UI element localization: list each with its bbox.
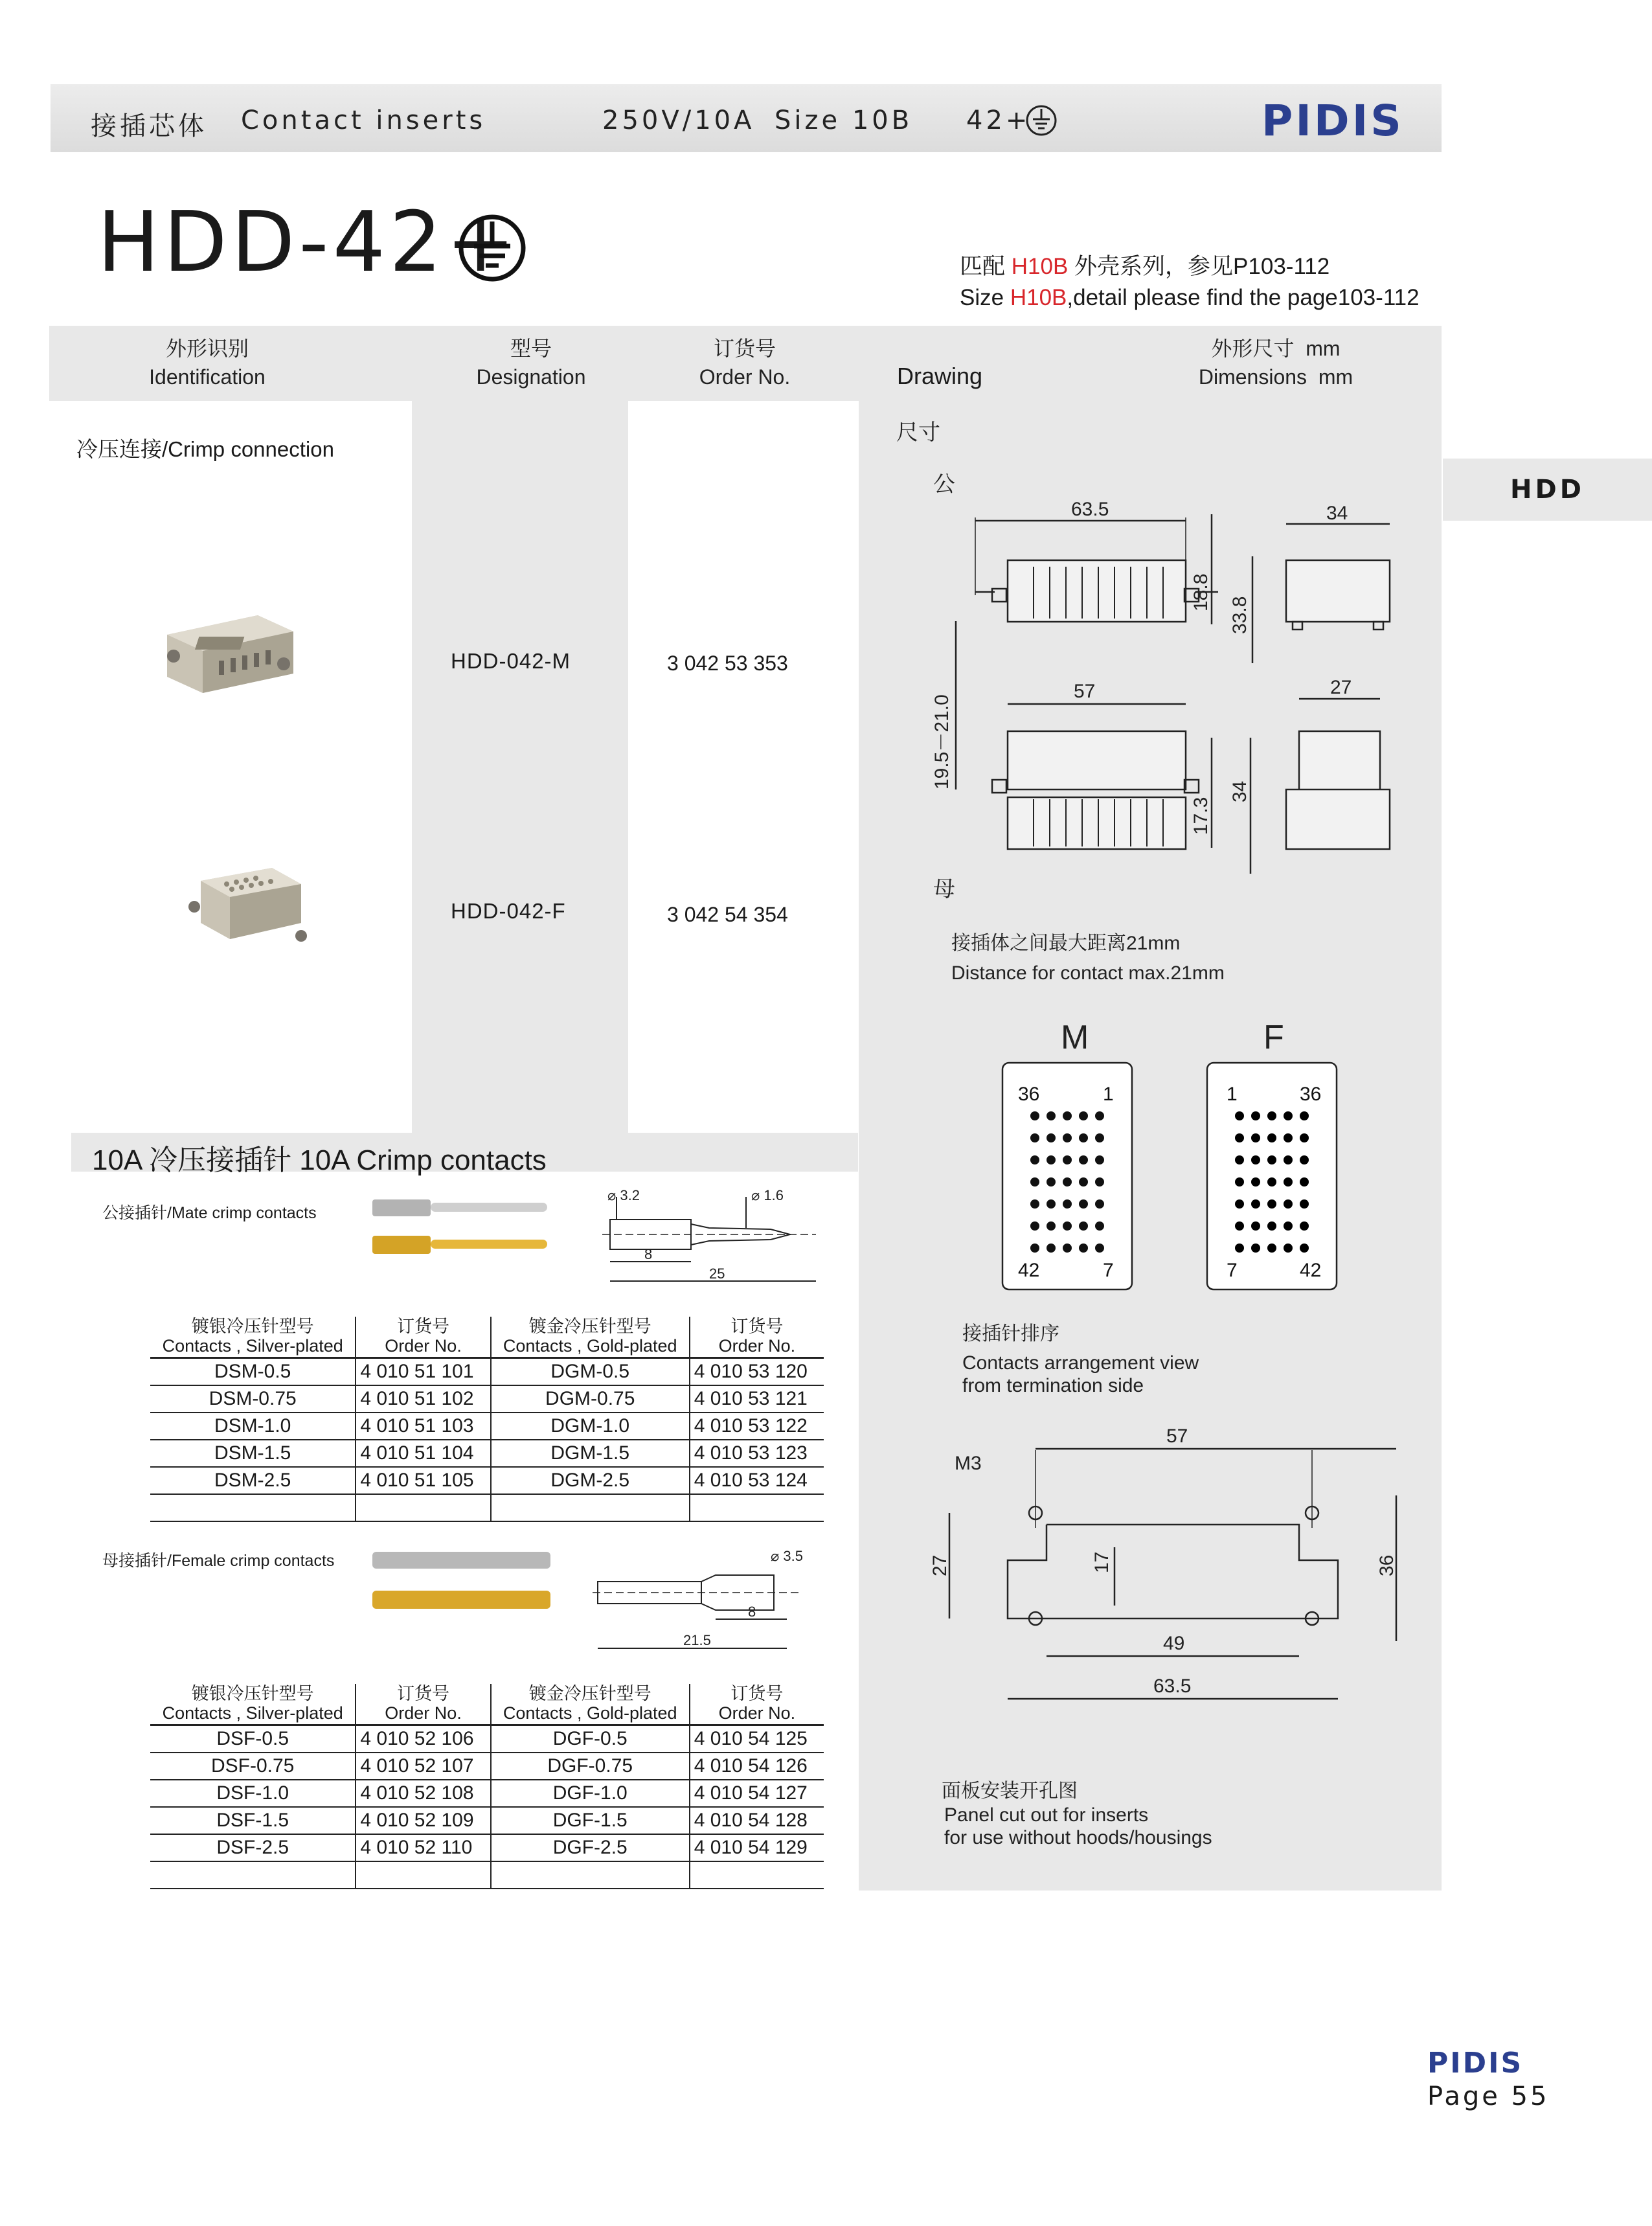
arrangement-en-1: Contacts arrangement view [962, 1352, 1199, 1374]
header-rating: 250V/10A [602, 106, 755, 135]
male-contact-images [369, 1190, 557, 1268]
table-row: DSF-1.0 4 010 52 108 DGF-1.0 4 010 54 127 [150, 1780, 824, 1807]
col-dimensions: 外形尺寸 mm Dimensions mm [1198, 337, 1353, 389]
order-female: 3 042 54 354 [667, 903, 788, 926]
male-th-gold: 镀金冷压针型号 Contacts , Gold-plated [491, 1317, 690, 1358]
col-identification: 外形识别 Identification [149, 337, 266, 389]
male-dim-8: 8 [644, 1246, 653, 1262]
match-note-cn: 匹配 H10B 外壳系列，参见P103-112 [960, 254, 1330, 279]
dim-34b: 34 [1229, 780, 1250, 802]
dim-18-8: 18.8 [1190, 573, 1212, 611]
female-insert-image [181, 861, 311, 949]
panel-dim-17: 17 [1091, 1551, 1113, 1573]
male-insert-image [154, 606, 303, 696]
dim-27: 27 [1330, 677, 1352, 698]
female-body-lower [1008, 797, 1186, 849]
male-crimp-label: 公接插针/Mate crimp contacts [102, 1204, 317, 1222]
male-th-silver: 镀银冷压针型号 Contacts , Silver-plated [150, 1317, 356, 1358]
header-pins: 42+ [966, 106, 1031, 135]
technical-drawing [859, 401, 1442, 1891]
f-num-7: 7 [1227, 1260, 1238, 1281]
header-category-cn: 接插芯体 [91, 111, 207, 141]
table-row: DSM-1.0 4 010 51 103 DGM-1.0 4 010 53 122 [150, 1413, 824, 1440]
female-th-silver: 镀银冷压针型号 Contacts , Silver-plated [150, 1684, 356, 1725]
header-category-en: Contact inserts [241, 106, 486, 135]
female-th-gold: 镀金冷压针型号 Contacts , Gold-plated [491, 1684, 690, 1725]
side-tab-label: HDD [1510, 475, 1585, 505]
male-contacts-table [150, 1317, 824, 1522]
male-dim-25: 25 [709, 1266, 725, 1282]
table-row: DSM-1.5 4 010 51 104 DGM-1.5 4 010 53 123 [150, 1440, 824, 1467]
match-note-en: Size H10B,detail please find the page103-112 [960, 285, 1420, 310]
designation-male: HDD-042-M [451, 649, 571, 673]
earth-icon [1024, 104, 1058, 137]
female-label: 母 [933, 877, 955, 902]
m-num-42: 42 [1018, 1260, 1040, 1281]
crimp-connection-label: 冷压连接/Crimp connection [76, 437, 334, 461]
distance-cn: 接插体之间最大距离21mm [951, 933, 1181, 954]
male-label: 公 [933, 472, 955, 497]
m-num-7: 7 [1103, 1260, 1114, 1281]
crimp-title: 10A 冷压接插针 10A Crimp contacts [92, 1144, 547, 1176]
male-body-upper [1008, 560, 1186, 622]
f-label: F [1263, 1019, 1284, 1056]
table-row: DSF-1.5 4 010 52 109 DGF-1.5 4 010 54 128 [150, 1807, 824, 1834]
col-drawing: Drawing [897, 363, 983, 389]
table-row: DSF-2.5 4 010 52 110 DGF-2.5 4 010 54 129 [150, 1834, 824, 1861]
female-contacts-table [150, 1684, 824, 1889]
title-earth-icon [457, 212, 528, 284]
distance-en: Distance for contact max.21mm [951, 962, 1225, 984]
dim-17-3: 17.3 [1190, 797, 1212, 835]
arrangement-en-2: from termination side [962, 1375, 1144, 1396]
header-size: Size 10B [775, 106, 913, 135]
female-contact-images [369, 1541, 557, 1619]
dim-19-21: 19.5－21.0 [931, 694, 953, 789]
f-num-1: 1 [1227, 1084, 1238, 1105]
table-row: DSM-0.75 4 010 51 102 DGM-0.75 4 010 53 121 [150, 1385, 824, 1413]
female-contact-drawing [593, 1541, 809, 1658]
order-male: 3 042 53 353 [667, 652, 788, 675]
panel-dim-57: 57 [1166, 1425, 1188, 1447]
arrangement-cn: 接插针排序 [962, 1323, 1059, 1345]
panel-dim-36: 36 [1376, 1554, 1397, 1576]
female-th-order1: 订货号 Order No. [356, 1684, 490, 1725]
female-crimp-label: 母接插针/Female crimp contacts [102, 1552, 335, 1570]
panel-cutout [949, 1449, 1396, 1699]
m-label: M [1061, 1019, 1089, 1056]
male-th-order2: 订货号 Order No. [690, 1317, 824, 1358]
designation-panel [412, 401, 628, 1133]
female-th-order2: 订货号 Order No. [690, 1684, 824, 1725]
designation-female: HDD-042-F [451, 899, 566, 923]
female-dim-3-5: ⌀ 3.5 [771, 1548, 803, 1564]
male-dim-1-6: ⌀ 1.6 [751, 1187, 784, 1203]
female-dim-21-5: 21.5 [683, 1632, 711, 1648]
f-num-42: 42 [1300, 1260, 1322, 1281]
dim-34: 34 [1326, 503, 1348, 524]
panel-dim-m3: M3 [955, 1453, 982, 1474]
page-number: Page 55 [1427, 2082, 1550, 2111]
panel-cn: 面板安装开孔图 [942, 1780, 1078, 1802]
female-dim-8: 8 [748, 1604, 756, 1620]
size-label: 尺寸 [896, 420, 940, 445]
f-num-36: 36 [1300, 1084, 1322, 1105]
panel-dim-49: 49 [1163, 1633, 1185, 1654]
table-row: DSM-2.5 4 010 51 105 DGM-2.5 4 010 53 124 [150, 1467, 824, 1494]
m-num-36: 36 [1018, 1084, 1040, 1105]
dim-33-8: 33.8 [1229, 596, 1250, 634]
dim-63-5: 63.5 [1071, 499, 1109, 520]
product-title: HDD-42+ [97, 194, 519, 291]
brand-logo: PIDIS [1262, 96, 1404, 146]
footer-brand: PIDIS [1427, 2047, 1524, 2080]
panel-dim-63-5: 63.5 [1153, 1675, 1192, 1697]
col-order: 订货号 Order No. [699, 337, 791, 389]
panel-dim-27: 27 [929, 1554, 951, 1576]
panel-en-1: Panel cut out for inserts [944, 1804, 1149, 1826]
male-contact-drawing [602, 1184, 822, 1294]
table-row: DSF-0.5 4 010 52 106 DGF-0.5 4 010 54 125 [150, 1725, 824, 1753]
male-dim-3-2: ⌀ 3.2 [607, 1187, 640, 1203]
panel-en-2: for use without hoods/housings [944, 1827, 1212, 1848]
table-row: DSF-0.75 4 010 52 107 DGF-0.75 4 010 54 126 [150, 1753, 824, 1780]
male-th-order1: 订货号 Order No. [356, 1317, 490, 1358]
table-row: DSM-0.5 4 010 51 101 DGM-0.5 4 010 53 120 [150, 1358, 824, 1386]
col-designation: 型号 Designation [476, 337, 586, 389]
m-num-1: 1 [1103, 1084, 1114, 1105]
female-body-upper [1008, 731, 1186, 789]
dim-57: 57 [1074, 681, 1096, 702]
